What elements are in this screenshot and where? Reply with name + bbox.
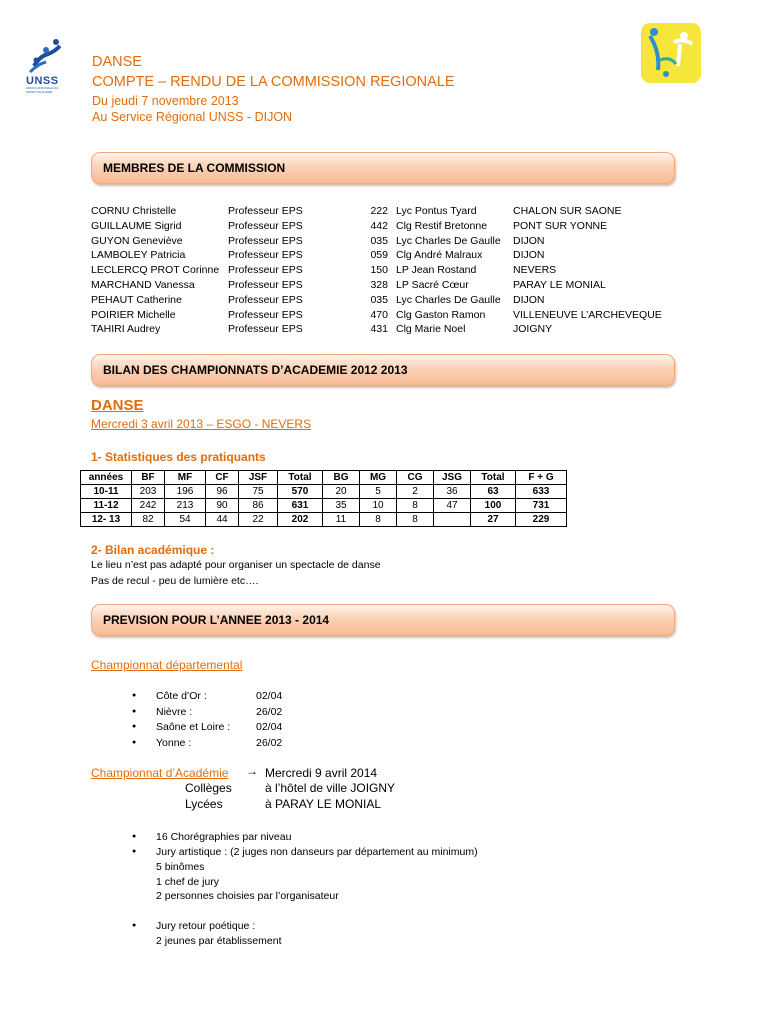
acad-lycees-place: à PARAY LE MONIAL (265, 797, 382, 811)
table-cell: 731 (516, 499, 567, 513)
table-cell: 47 (434, 499, 471, 513)
section-bilan-title: BILAN DES CHAMPIONNATS D’ACADEMIE 2012 2013 (103, 363, 408, 377)
bullet-item: ● Jury artistique : (2 juges non danseurs par département au minimum) (156, 846, 478, 858)
table-cell: 570 (278, 485, 323, 499)
doc-title-danse: DANSE (92, 54, 142, 70)
dept-item-label: ● Saône et Loire : (156, 721, 230, 733)
section-prevision-title: PREVISION POUR L’ANNEE 2013 - 2014 (103, 613, 330, 627)
member-row (91, 278, 673, 293)
member-code: 470 (370, 308, 388, 321)
table-header-cell: MF (165, 471, 206, 485)
member-row (91, 248, 673, 263)
acad-colleges-place: à l’hôtel de ville JOIGNY (265, 781, 396, 795)
table-header-cell: CF (206, 471, 239, 485)
table-cell: 86 (239, 499, 278, 513)
member-city: CHALON SUR SAONE (513, 205, 622, 217)
bilan-line-2: Pas de recul - peu de lumière etc…. (91, 575, 259, 587)
table-header-cell: F + G (516, 471, 567, 485)
member-name: PEHAUT Catherine (91, 293, 182, 306)
member-row (91, 204, 673, 219)
member-name: POIRIER Michelle (91, 308, 176, 321)
table-cell: 8 (360, 513, 397, 527)
member-row (91, 234, 673, 249)
bilan-title: 2- Bilan académique : (91, 543, 215, 557)
table-cell: 229 (516, 513, 567, 527)
table-cell: 11-12 (81, 499, 132, 513)
table-cell: 242 (132, 499, 165, 513)
dept-item-label: ● Côte d’Or : (156, 690, 207, 702)
bullet-item: ● 16 Chorégraphies par niveau (156, 831, 291, 843)
members-list (91, 204, 673, 337)
table-header-cell: BF (132, 471, 165, 485)
table-cell: 63 (471, 485, 516, 499)
table-cell: 36 (434, 485, 471, 499)
table-cell: 11 (323, 513, 360, 527)
acad-title: Championnat d’Académie (91, 766, 229, 780)
member-code: 150 (370, 264, 388, 277)
member-role: Professeur EPS (228, 264, 303, 277)
table-cell: 20 (323, 485, 360, 499)
dept-title: Championnat départemental (91, 658, 243, 672)
member-city: DIJON (513, 293, 545, 306)
table-cell (434, 513, 471, 527)
table-cell: 90 (206, 499, 239, 513)
dept-item-date: 26/02 (256, 705, 283, 718)
table-cell: 10-11 (81, 485, 132, 499)
member-name: GUYON Geneviève (91, 234, 183, 247)
member-city: VILLENEUVE L’ARCHEVEQUE (513, 308, 662, 321)
table-cell: 203 (132, 485, 165, 499)
member-role: Professeur EPS (228, 234, 303, 247)
table-header-cell: BG (323, 471, 360, 485)
member-name: LAMBOLEY Patricia (91, 249, 186, 262)
member-role: Professeur EPS (228, 249, 303, 262)
table-header-cell: CG (397, 471, 434, 485)
dept-item-label: ● Yonne : (156, 737, 191, 749)
bullet-subitem: 5 binômes (156, 861, 205, 873)
bullet-item: ● Jury retour poétique : (156, 920, 255, 932)
member-school: Lyc Charles De Gaulle (396, 234, 501, 247)
table-cell: 631 (278, 499, 323, 513)
member-school: Clg Restif Bretonne (396, 219, 488, 232)
member-name: CORNU Christelle (91, 205, 177, 217)
doc-place: Au Service Régional UNSS - DIJON (92, 110, 293, 124)
member-code: 442 (370, 219, 388, 232)
member-school: LP Sacré Cœur (396, 278, 469, 291)
table-cell: 27 (471, 513, 516, 527)
member-code: 035 (370, 234, 388, 247)
table-header-cell: JSF (239, 471, 278, 485)
doc-date: Du jeudi 7 novembre 2013 (92, 94, 239, 108)
member-city: DIJON (513, 234, 545, 247)
member-role: Professeur EPS (228, 205, 303, 217)
member-city: JOIGNY (513, 323, 553, 336)
table-cell: 202 (278, 513, 323, 527)
table-header-cell: Total (471, 471, 516, 485)
member-code: 059 (370, 249, 388, 262)
member-role: Professeur EPS (228, 278, 303, 291)
section-members-title: MEMBRES DE LA COMMISSION (103, 161, 286, 175)
member-name: TAHIRI Audrey (91, 323, 161, 336)
member-school: LP Jean Rostand (396, 264, 477, 277)
table-row (81, 513, 567, 527)
dept-item-date: 26/02 (256, 736, 283, 749)
table-header-cell: années (81, 471, 132, 485)
acad-colleges-label: Collèges (185, 781, 232, 795)
member-city: PARAY LE MONIAL (513, 278, 606, 291)
member-role: Professeur EPS (228, 308, 303, 321)
member-role: Professeur EPS (228, 323, 303, 336)
member-school: Clg André Malraux (396, 249, 483, 262)
dept-item-label: ● Nièvre : (156, 706, 192, 718)
dance-logo (640, 22, 702, 84)
table-cell: 196 (165, 485, 206, 499)
member-role: Professeur EPS (228, 293, 303, 306)
section-bilan-box (91, 354, 675, 386)
member-name: LECLERCQ PROT Corinne (91, 264, 220, 277)
acad-date: Mercredi 9 avril 2014 (265, 766, 378, 780)
member-row (91, 322, 673, 337)
table-cell: 100 (471, 499, 516, 513)
logo-subtext: UNION NATIONALE DU SPORT SCOLAIRE (26, 86, 59, 94)
acad-lycees-label: Lycées (185, 797, 223, 811)
table-cell: 12- 13 (81, 513, 132, 527)
member-row (91, 263, 673, 278)
table-cell: 8 (397, 499, 434, 513)
member-city: NEVERS (513, 264, 557, 277)
member-row (91, 293, 673, 308)
danse-heading: DANSE (91, 397, 144, 414)
bullet-subitem: 2 personnes choisies par l’organisateur (156, 890, 339, 902)
dept-item-date: 02/04 (256, 690, 283, 702)
section-prevision-box (91, 604, 675, 636)
table-header-row (81, 471, 567, 485)
table-cell: 75 (239, 485, 278, 499)
member-code: 431 (370, 323, 388, 336)
table-cell: 44 (206, 513, 239, 527)
bullet-subitem: 1 chef de jury (156, 875, 220, 888)
member-school: Lyc Pontus Tyard (396, 205, 477, 217)
unss-logo (26, 36, 68, 94)
dept-item-date: 02/04 (256, 721, 283, 733)
table-cell: 54 (165, 513, 206, 527)
stats-title: 1- Statistiques des pratiquants (91, 450, 266, 464)
member-school: Lyc Charles De Gaulle (396, 293, 501, 306)
table-cell: 8 (397, 513, 434, 527)
member-school: Clg Marie Noel (396, 323, 466, 336)
member-city: DIJON (513, 249, 545, 262)
table-row (81, 485, 567, 499)
table-header-cell: Total (278, 471, 323, 485)
event-date: Mercredi 3 avril 2013 – ESGO - NEVERS (91, 417, 312, 431)
member-school: Clg Gaston Ramon (396, 308, 486, 321)
table-row (81, 499, 567, 513)
table-cell: 10 (360, 499, 397, 513)
stats-table (80, 470, 567, 527)
table-header-cell: MG (360, 471, 397, 485)
table-cell: 5 (360, 485, 397, 499)
table-cell: 633 (516, 485, 567, 499)
doc-title-report: COMPTE – RENDU DE LA COMMISSION REGIONALE (92, 74, 455, 90)
member-name: GUILLAUME Sigrid (91, 219, 182, 232)
bullet-subitem: 2 jeunes par établissement (156, 934, 282, 947)
table-cell: 96 (206, 485, 239, 499)
arrow-icon: → (246, 764, 258, 778)
member-role: Professeur EPS (228, 219, 303, 232)
member-code: 035 (370, 293, 388, 306)
member-row (91, 219, 673, 234)
member-code: 328 (370, 278, 388, 291)
table-cell: 35 (323, 499, 360, 513)
member-city: PONT SUR YONNE (513, 219, 608, 232)
member-code: 222 (370, 205, 388, 217)
table-header-cell: JSG (434, 471, 471, 485)
logo-text: UNSS (26, 75, 59, 87)
member-row (91, 308, 673, 323)
member-name: MARCHAND Vanessa (91, 278, 195, 291)
section-members-box (91, 152, 675, 184)
table-cell: 2 (397, 485, 434, 499)
bilan-line-1: Le lieu n’est pas adapté pour organiser un spectacle de danse (91, 559, 381, 571)
table-cell: 82 (132, 513, 165, 527)
table-cell: 213 (165, 499, 206, 513)
table-cell: 22 (239, 513, 278, 527)
